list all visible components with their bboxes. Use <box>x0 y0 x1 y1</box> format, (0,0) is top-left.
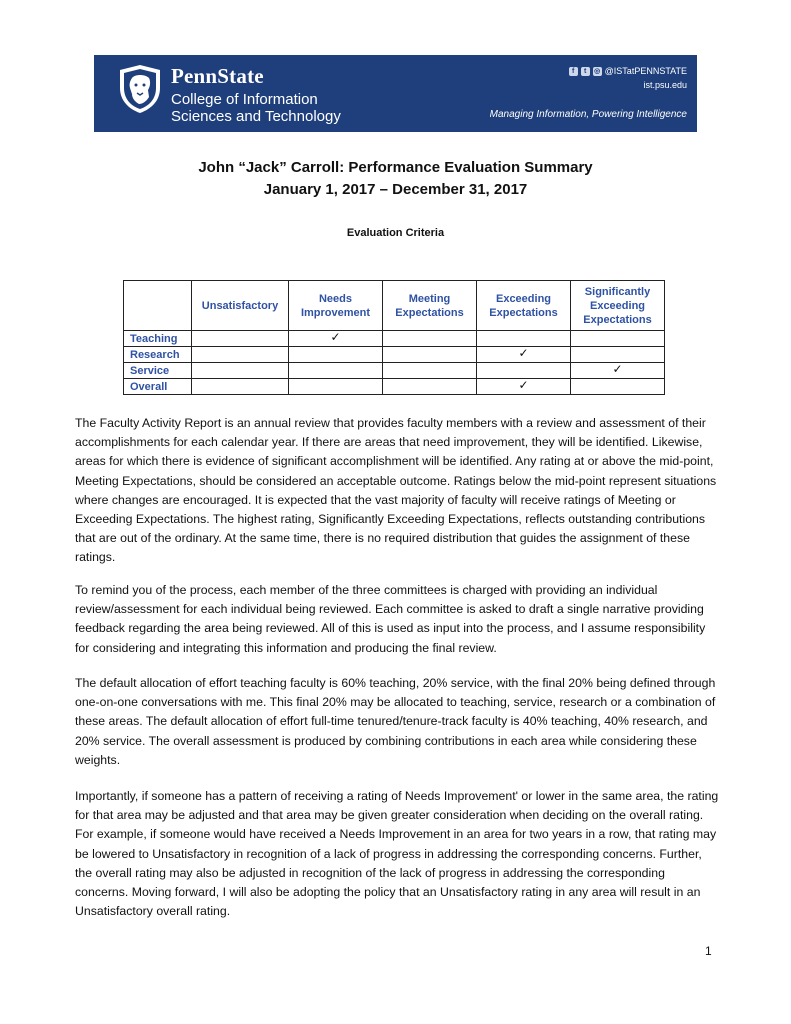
paragraph-process: To remind you of the process, each member of the three committees is charged with providing an individual review/assessment for each individual being reviewed. Each committee is asked to draft a single narrative providing feedback regarding the area being reviewed. All of this is used as input into the process, and I assume responsibility for considering and integrating this information and producing the final review. <box>75 583 706 655</box>
rating-cell <box>383 379 477 395</box>
rating-cell <box>383 331 477 347</box>
check-mark-icon: ✓ <box>330 329 341 344</box>
page-number: 1 <box>705 944 712 958</box>
rating-cell <box>383 347 477 363</box>
row-label: Teaching <box>124 331 192 347</box>
college-name-line1: College of Information <box>171 91 318 108</box>
rating-cell <box>571 331 665 347</box>
row-label: Service <box>124 363 192 379</box>
brand-name: PennState <box>171 64 264 88</box>
table-row <box>124 379 665 395</box>
rating-cell <box>289 331 383 347</box>
column-header: Unsatisfactory <box>192 281 289 331</box>
column-header: Exceeding Expectations <box>477 281 571 331</box>
document-date-range: January 1, 2017 – December 31, 2017 <box>263 181 528 198</box>
criteria-heading: Evaluation Criteria <box>346 227 445 239</box>
check-mark-icon: ✓ <box>518 345 529 360</box>
nittany-lion-shield-icon <box>118 64 162 114</box>
paragraph-faculty-activity-report: The Faculty Activity Report is an annual review that provides faculty members with a review and assessment of their accomplishments for each calendar year. If there are areas that need improvement, they will be identified. Likewise, areas for which there is evidence of significant accomplishment will be identified. Any rating at or above the mid-point, Meeting Expectations, should be considered an acceptable outcome. Ratings below the mid-point represent situations where changes are encouraged. It is expected that the vast majority of faculty will receive ratings of Meeting or Exceeding Expectations. The highest rating, Significantly Exceeding Expectations, reflects outstanding contributions that are out of the ordinary. At the same time, there is no required distribution that guides the assignment of these ratings. <box>75 416 717 565</box>
table-row <box>124 331 665 347</box>
social-links <box>569 66 687 76</box>
tagline: Managing Information, Powering Intelligence <box>489 109 687 120</box>
row-label: Overall <box>124 379 192 395</box>
document-title: John “Jack” Carroll: Performance Evaluation Summary <box>198 159 593 176</box>
paragraph-rating-adjustment: Importantly, if someone has a pattern of receiving a rating of Needs Improvement' or lower in the same area, the rating for that area may be adjusted and that area may be given greater consideration when deciding on the overall rating. For example, if someone would have received a Needs Improvement in an area for two years in a row, that rating may be lowered to Unsatisfactory in recognition of a lack of progress in addressing the corresponding concerns. Further, the overall rating may also be adjusted in recognition of the lack of progress in addressing the corresponding concerns. Moving forward, I will also be adopting the policy that an Unsatisfactory rating in any area will result in an Unsatisfactory overall rating. <box>75 789 719 919</box>
facebook-icon[interactable]: f <box>569 67 578 76</box>
column-header: Significantly Exceeding Expectations <box>571 281 665 331</box>
column-header: Meeting Expectations <box>383 281 477 331</box>
rating-cell <box>477 379 571 395</box>
table-corner-cell <box>124 281 192 331</box>
column-header: Needs Improvement <box>289 281 383 331</box>
check-mark-icon: ✓ <box>518 377 529 392</box>
college-name-line2: Sciences and Technology <box>171 108 341 125</box>
rating-cell <box>289 347 383 363</box>
rating-cell <box>477 347 571 363</box>
rating-cell <box>571 379 665 395</box>
rating-cell <box>571 347 665 363</box>
rating-cell <box>571 363 665 379</box>
twitter-icon[interactable]: t <box>581 67 590 76</box>
rating-cell <box>192 347 289 363</box>
check-mark-icon: ✓ <box>612 361 623 376</box>
rating-cell <box>192 379 289 395</box>
rating-cell <box>192 331 289 347</box>
rating-cell <box>289 379 383 395</box>
header-banner <box>94 55 697 132</box>
rating-cell <box>383 363 477 379</box>
rating-cell <box>477 331 571 347</box>
instagram-icon[interactable]: ◎ <box>594 67 601 75</box>
social-handle[interactable]: @ISTatPENNSTATE <box>604 66 687 76</box>
evaluation-table <box>123 280 665 395</box>
table-header-row <box>124 281 665 331</box>
rating-cell <box>477 363 571 379</box>
website-link[interactable]: ist.psu.edu <box>643 80 687 90</box>
table-row <box>124 363 665 379</box>
rating-cell <box>289 363 383 379</box>
row-label: Research <box>124 347 192 363</box>
rating-cell <box>192 363 289 379</box>
paragraph-allocation-of-effort: The default allocation of effort teaching faculty is 60% teaching, 20% service, with the final 20% being defined through one-on-one conversations with me. This final 20% may be allocated to teaching, service, research or a combination of these areas. The default allocation of effort full-time tenured/tenure-track faculty is 40% teaching, 40% research, and 20% service. The overall assessment is produced by combining contributions in each area while considering these weights. <box>75 676 716 767</box>
table-row <box>124 347 665 363</box>
